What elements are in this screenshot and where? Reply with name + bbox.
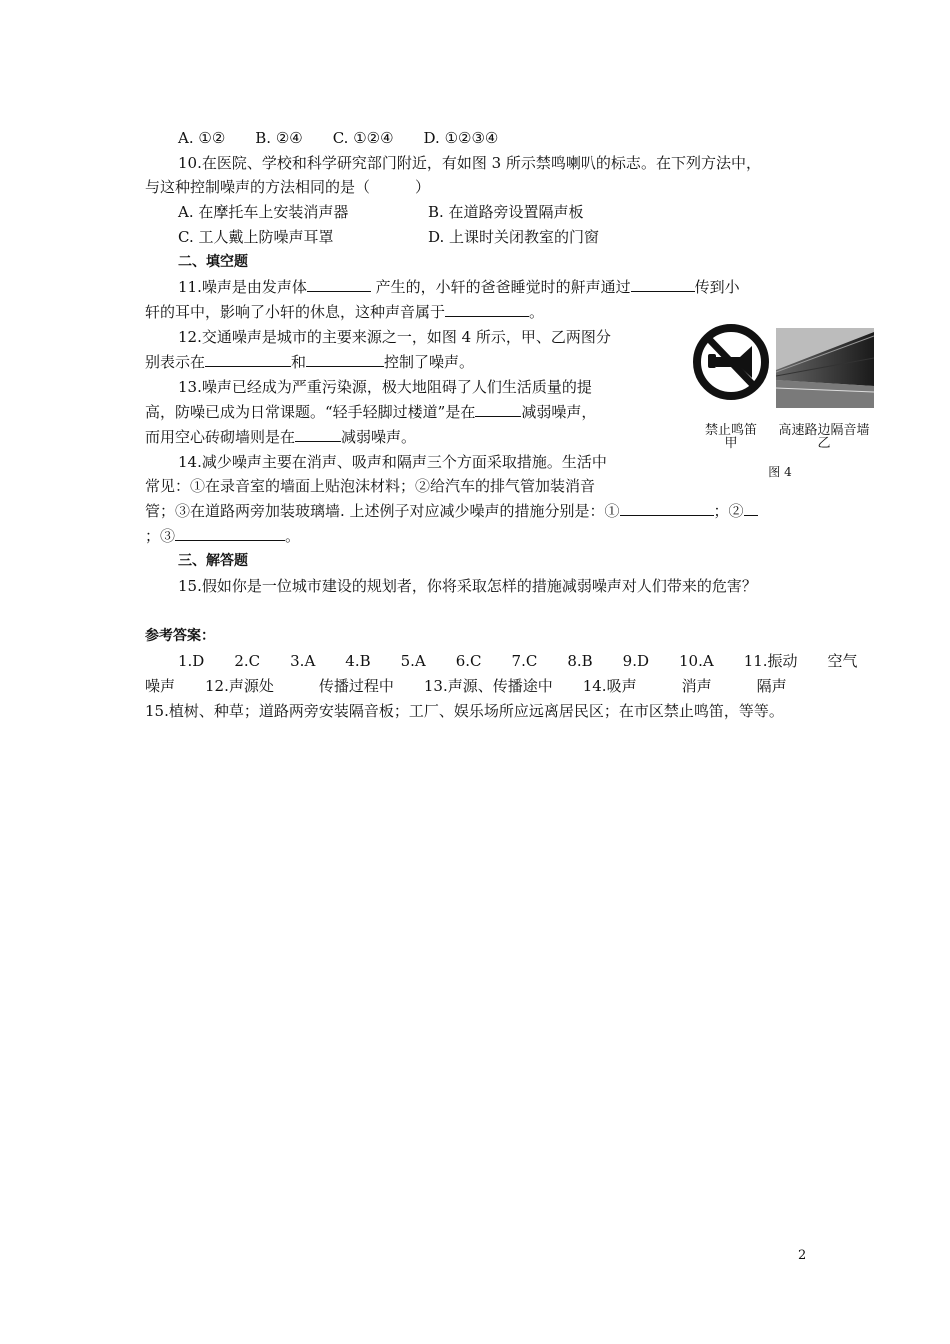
answers-line3: 15.植树、种草；道路两旁安装隔音板；工厂、娱乐场所应远离居民区；在市区禁止鸣笛，等等。 (145, 702, 784, 720)
q11-line1 (178, 277, 740, 297)
q11-text-3: 传到小 (694, 278, 740, 296)
q13-text-3: 减弱噪声， (521, 403, 597, 421)
q14-blank-2 (744, 501, 758, 516)
figure-left-label: 禁止鸣笛 (704, 423, 757, 438)
section-answer-title: 三、解答题 (178, 553, 248, 569)
figure-left-sublabel: 甲 (724, 436, 738, 451)
q12-text-2: 别表示在 (145, 353, 206, 371)
q12-text-4: 控制了噪声。 (384, 353, 475, 371)
figure-caption: 图 4 (768, 465, 792, 479)
q14-text-4: ；② (713, 502, 744, 520)
page-number: 2 (798, 1248, 807, 1263)
q14-blank-3 (175, 526, 285, 541)
q12-blank-2 (306, 352, 384, 367)
q11-text-5: 。 (529, 303, 545, 321)
q10-option-c: C. 工人戴上防噪声耳罩 (178, 228, 334, 246)
q13-line3 (145, 427, 416, 447)
q10-stem-line1: 10.在医院、学校和科学研究部门附近，有如图 3 所示禁鸣喇叭的标志。在下列方法中， (178, 154, 761, 172)
q13-text-4: 而用空心砖砌墙则是在 (145, 428, 296, 446)
q11-line2 (145, 302, 544, 322)
highway-sound-barrier-image (776, 328, 874, 408)
q13-text-5: 减弱噪声。 (341, 428, 417, 446)
section-fill-blank-title: 二、填空题 (178, 254, 248, 270)
figure-right-sublabel: 乙 (817, 436, 831, 451)
q14-blank-1 (620, 501, 714, 516)
q14-line3 (145, 501, 758, 521)
q12-line2 (145, 352, 474, 372)
q11-text-1: 11.噪声是由发声体 (178, 278, 307, 296)
q12-line1: 12.交通噪声是城市的主要来源之一，如图 4 所示，甲、乙两图分 (178, 328, 611, 346)
q13-line1: 13.噪声已经成为严重污染源，极大地阻碍了人们生活质量的提 (178, 378, 592, 396)
q10-option-d: D. 上课时关闭教室的门窗 (428, 228, 600, 246)
answers-line1: 1.D 2.C 3.A 4.B 5.A 6.C 7.C 8.B 9.D 10.A 11.振动 空气 (178, 652, 858, 670)
q10-stem-line2: 与这种控制噪声的方法相同的是（ ） (145, 178, 431, 196)
q14-text-6: 。 (285, 527, 301, 545)
q14-line1: 14.减少噪声主要在消声、吸声和隔声三个方面采取措施。生活中 (178, 453, 607, 471)
q11-text-2: 产生的，小轩的爸爸睡觉时的鼾声通过 (370, 278, 631, 296)
q11-blank-1 (307, 277, 371, 292)
q11-blank-2 (631, 277, 695, 292)
q12-blank-1 (205, 352, 291, 367)
q13-line2 (145, 402, 596, 422)
q14-line2: 常见：①在录音室的墙面上贴泡沫材料；②给汽车的排气管加装消音 (145, 477, 596, 495)
q9-options: A. ①② B. ②④ C. ①②④ D. ①②③④ (178, 129, 499, 147)
q14-line4 (145, 526, 300, 546)
q12-text-3: 和 (291, 353, 307, 371)
q10-option-b: B. 在道路旁设置隔声板 (428, 203, 584, 221)
q10-option-a: A. 在摩托车上安装消声器 (178, 203, 349, 221)
q13-blank-2 (295, 427, 341, 442)
answers-title: 参考答案： (145, 628, 215, 644)
q11-blank-3 (445, 302, 529, 317)
q14-text-3: 管；③在道路两旁加装玻璃墙. 上述例子对应减少噪声的措施分别是：① (145, 502, 620, 520)
q11-text-4: 轩的耳中，影响了小轩的休息，这种声音属于 (145, 303, 446, 321)
answers-line2: 噪声 12.声源处 传播过程中 13.声源、传播途中 14.吸声 消声 隔声 (145, 677, 787, 695)
figure-right-label: 高速路边隔音墙 (778, 423, 870, 438)
q13-blank-1 (475, 402, 521, 417)
q14-text-5: ；③ (145, 527, 176, 545)
q15-text: 15.假如你是一位城市建设的规划者，你将采取怎样的措施减弱噪声对人们带来的危害？ (178, 577, 757, 595)
q13-text-2: 高，防噪已成为日常课题。“轻手轻脚过楼道”是在 (145, 403, 476, 421)
no-honking-sign-icon (690, 320, 772, 404)
